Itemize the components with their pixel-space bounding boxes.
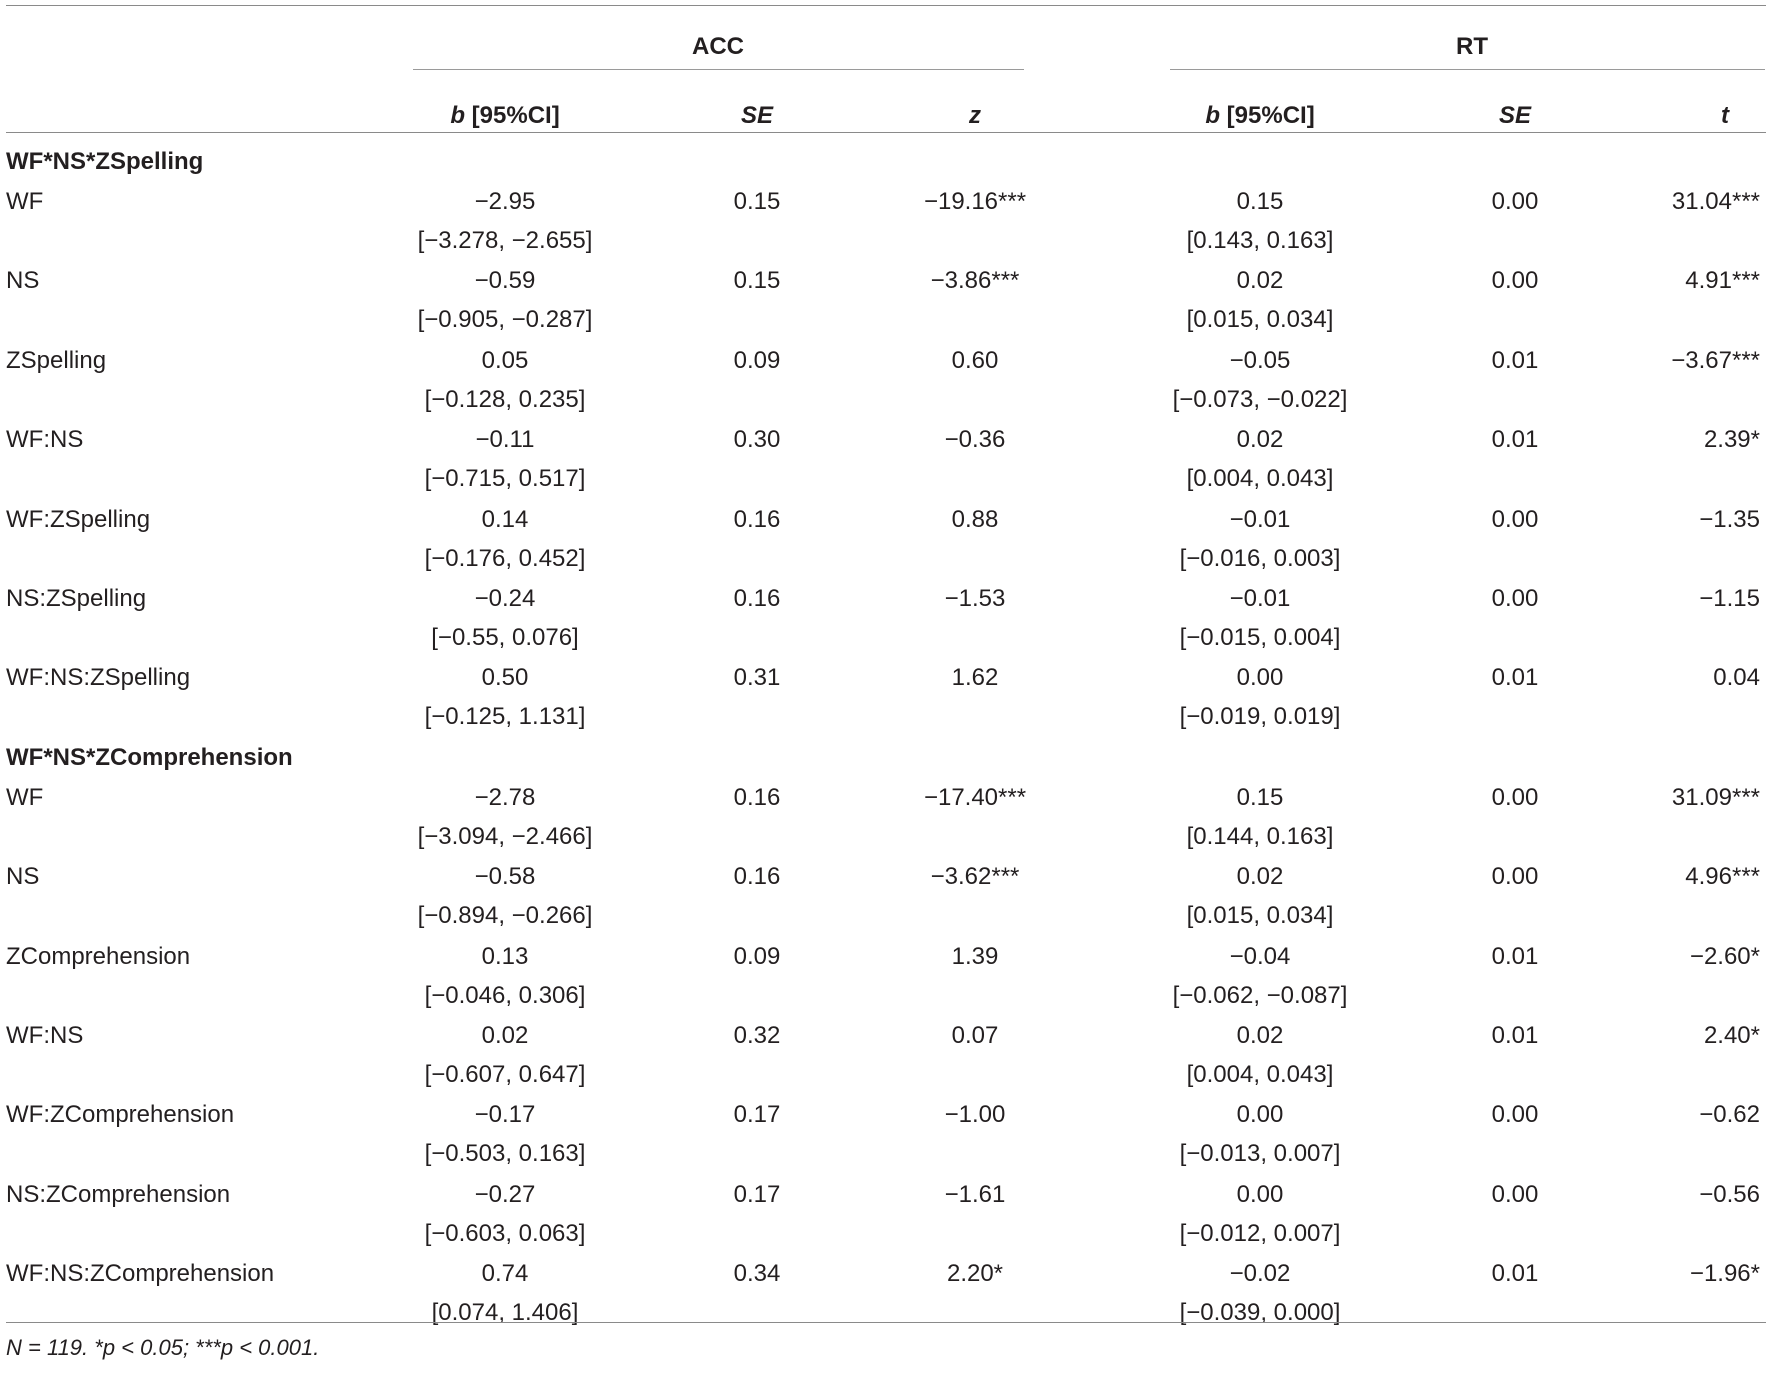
rt-b-value: −0.05	[1229, 346, 1291, 374]
group-header-acc: ACC	[692, 33, 744, 60]
rt-ci-value: [−0.062, −0.087]	[1172, 981, 1348, 1009]
rt-ci-value: [−0.015, 0.004]	[1179, 624, 1341, 651]
table-top-rule	[6, 5, 1766, 6]
rt-t-value: 4.91***	[1685, 267, 1760, 295]
acc-b-value: −0.27	[474, 1180, 536, 1208]
acc-se-value: 0.15	[733, 267, 781, 295]
acc-span-rule	[413, 69, 1024, 70]
rt-b-value: 0.02	[1236, 267, 1284, 295]
rt-t-value: −0.62	[1699, 1101, 1760, 1129]
group-header-rt: RT	[1456, 33, 1488, 60]
rt-t-value: 2.40*	[1703, 1022, 1760, 1049]
acc-ci-value: [−3.278, −2.655]	[417, 227, 593, 254]
row-label: WF:ZComprehension	[6, 1101, 235, 1129]
acc-se-value: 0.16	[733, 863, 781, 891]
column-header-acc-z: z	[969, 102, 981, 129]
acc-ci-value: [−0.046, 0.306]	[424, 981, 586, 1009]
rt-se-value: 0.01	[1491, 1022, 1539, 1049]
acc-ci-value: [−0.125, 1.131]	[424, 703, 586, 731]
column-header-acc-b	[450, 102, 559, 130]
acc-se-value: 0.31	[733, 664, 781, 692]
rt-b-value: 0.15	[1236, 783, 1284, 811]
column-header-acc-se: SE	[740, 102, 774, 129]
acc-b-value: −2.78	[474, 783, 536, 811]
acc-b-value: −0.24	[474, 585, 536, 612]
rt-b-value: 0.00	[1236, 1101, 1284, 1129]
acc-ci-value: [−0.894, −0.266]	[417, 902, 593, 930]
acc-z-value: −19.16***	[923, 188, 1027, 215]
acc-z-value: 1.39	[951, 942, 999, 970]
rt-t-value: 31.04***	[1671, 188, 1760, 215]
row-label: WF	[6, 188, 44, 215]
acc-se-value: 0.09	[733, 346, 781, 374]
rt-se-value: 0.00	[1491, 585, 1539, 612]
rt-se-value: 0.01	[1491, 426, 1539, 454]
rt-se-value: 0.01	[1491, 664, 1539, 692]
rt-t-value: −1.15	[1699, 585, 1760, 612]
acc-z-value: −3.86***	[930, 267, 1020, 295]
acc-ci-value: [−0.607, 0.647]	[424, 1061, 586, 1088]
acc-z-value: 2.20*	[946, 1260, 1004, 1288]
rt-ci-value: [−0.013, 0.007]	[1179, 1140, 1341, 1168]
rt-se-value: 0.00	[1491, 783, 1539, 811]
rt-ci-value: [0.144, 0.163]	[1186, 822, 1334, 850]
acc-ci-value: [0.074, 1.406]	[431, 1299, 579, 1327]
table-bottom-rule	[6, 1322, 1766, 1323]
rt-se-value: 0.00	[1491, 188, 1539, 215]
acc-z-value: 1.62	[951, 664, 999, 692]
row-label: NS:ZSpelling	[6, 585, 147, 612]
rt-b-value: 0.00	[1236, 1180, 1284, 1208]
acc-se-value: 0.16	[733, 505, 781, 533]
acc-se-value: 0.09	[733, 942, 781, 970]
acc-b-value: 0.74	[481, 1260, 529, 1288]
rt-t-value: −3.67***	[1671, 346, 1760, 374]
acc-ci-value: [−3.094, −2.466]	[417, 822, 593, 850]
acc-z-value: −0.36	[944, 426, 1006, 454]
acc-b-value: 0.14	[481, 505, 529, 533]
rt-t-value: −2.60*	[1689, 942, 1760, 970]
row-label: WF:NS	[6, 1022, 84, 1049]
row-label: WF:NS:ZComprehension	[6, 1260, 275, 1288]
column-header-rt-t: t	[1721, 102, 1729, 129]
rt-b-value: 0.15	[1236, 188, 1284, 215]
acc-z-value: 0.88	[951, 505, 999, 533]
rt-se-value: 0.00	[1491, 863, 1539, 891]
acc-se-value: 0.16	[733, 585, 781, 612]
rt-b-value: 0.02	[1236, 863, 1284, 891]
rt-se-value: 0.01	[1491, 942, 1539, 970]
rt-se-value: 0.00	[1491, 1180, 1539, 1208]
acc-b-value: −0.17	[474, 1101, 536, 1129]
rt-se-value: 0.01	[1491, 1260, 1539, 1288]
row-label: WF:NS:ZSpelling	[6, 664, 191, 692]
table-footnote: N = 119. *p < 0.05; ***p < 0.001.	[6, 1335, 320, 1360]
acc-b-value: 0.50	[481, 664, 529, 692]
acc-se-value: 0.17	[733, 1101, 781, 1129]
row-label: NS	[6, 863, 40, 891]
rt-se-value: 0.00	[1491, 505, 1539, 533]
acc-z-value: −1.53	[944, 585, 1006, 612]
rt-ci-value: [0.004, 0.043]	[1186, 465, 1334, 493]
rt-b-value: 0.02	[1236, 426, 1284, 454]
rt-ci-value: [−0.039, 0.000]	[1179, 1299, 1341, 1327]
rt-b-value: −0.01	[1229, 505, 1291, 533]
acc-z-value: 0.60	[951, 346, 999, 374]
acc-ci-value: [−0.715, 0.517]	[424, 465, 586, 493]
acc-z-value: −1.00	[944, 1101, 1006, 1129]
rt-ci-value: [0.015, 0.034]	[1186, 306, 1334, 334]
header-bottom-rule	[6, 132, 1766, 133]
column-header-rt-se: SE	[1498, 102, 1532, 129]
acc-se-value: 0.30	[733, 426, 781, 454]
acc-ci-value: [−0.503, 0.163]	[424, 1140, 586, 1168]
acc-z-value: 0.07	[951, 1022, 999, 1049]
acc-se-value: 0.34	[733, 1260, 781, 1288]
acc-se-value: 0.16	[733, 783, 781, 811]
section-title: WF*NS*ZComprehension	[6, 743, 293, 771]
acc-ci-value: [−0.603, 0.063]	[424, 1219, 586, 1247]
rt-ci-value: [0.004, 0.043]	[1186, 1061, 1334, 1088]
rt-se-value: 0.01	[1491, 346, 1539, 374]
acc-z-value: −1.61	[944, 1180, 1006, 1208]
acc-ci-value: [−0.176, 0.452]	[424, 544, 586, 572]
rt-b-ci-text: [95%CI]	[1219, 102, 1315, 129]
rt-b-symbol: b	[1205, 102, 1220, 129]
rt-ci-value: [0.015, 0.034]	[1186, 902, 1334, 930]
rt-t-value: 4.96***	[1685, 863, 1760, 891]
rt-b-value: 0.00	[1236, 664, 1284, 692]
acc-ci-value: [−0.905, −0.287]	[417, 306, 593, 334]
rt-t-value: −1.96*	[1689, 1260, 1760, 1288]
rt-t-value: −1.35	[1699, 505, 1760, 533]
rt-t-value: 31.09***	[1671, 783, 1760, 811]
acc-z-value: −17.40***	[923, 783, 1027, 811]
acc-se-value: 0.15	[733, 188, 781, 215]
acc-b-value: −0.58	[474, 863, 536, 891]
rt-ci-value: [−0.019, 0.019]	[1179, 703, 1341, 731]
rt-ci-value: [−0.012, 0.007]	[1179, 1219, 1341, 1247]
row-label: WF:NS	[6, 426, 84, 454]
rt-ci-value: [0.143, 0.163]	[1186, 227, 1334, 254]
acc-b-value: −0.11	[475, 426, 535, 454]
rt-b-value: −0.02	[1229, 1260, 1291, 1288]
rt-ci-value: [−0.073, −0.022]	[1172, 385, 1348, 413]
acc-b-value: 0.05	[481, 346, 529, 374]
acc-ci-value: [−0.128, 0.235]	[424, 385, 586, 413]
section-title: WF*NS*ZSpelling	[6, 148, 204, 175]
rt-se-value: 0.00	[1491, 267, 1539, 295]
rt-b-value: 0.02	[1236, 1022, 1284, 1049]
row-label: NS	[6, 267, 40, 295]
rt-b-value: −0.01	[1229, 585, 1291, 612]
row-label: WF:ZSpelling	[6, 505, 151, 533]
rt-span-rule	[1170, 69, 1765, 70]
acc-b-ci-text: [95%CI]	[464, 102, 560, 129]
rt-t-value: 2.39*	[1703, 426, 1760, 454]
row-label: WF	[6, 783, 44, 811]
rt-se-value: 0.00	[1491, 1101, 1539, 1129]
acc-se-value: 0.32	[733, 1022, 781, 1049]
rt-t-value: −0.56	[1699, 1180, 1760, 1208]
rt-t-value: 0.04	[1713, 664, 1760, 692]
acc-b-symbol: b	[450, 102, 465, 129]
acc-b-value: −0.59	[474, 267, 536, 295]
rt-ci-value: [−0.016, 0.003]	[1179, 544, 1341, 572]
column-header-rt-b	[1205, 102, 1314, 130]
acc-ci-value: [−0.55, 0.076]	[431, 624, 579, 651]
row-label: ZComprehension	[6, 942, 191, 970]
rt-b-value: −0.04	[1229, 942, 1291, 970]
acc-z-value: −3.62***	[930, 863, 1020, 891]
row-label: NS:ZComprehension	[6, 1180, 231, 1208]
acc-b-value: 0.13	[481, 942, 529, 970]
acc-b-value: 0.02	[481, 1022, 529, 1049]
row-label: ZSpelling	[6, 346, 107, 374]
acc-se-value: 0.17	[733, 1180, 781, 1208]
acc-b-value: −2.95	[474, 188, 536, 215]
